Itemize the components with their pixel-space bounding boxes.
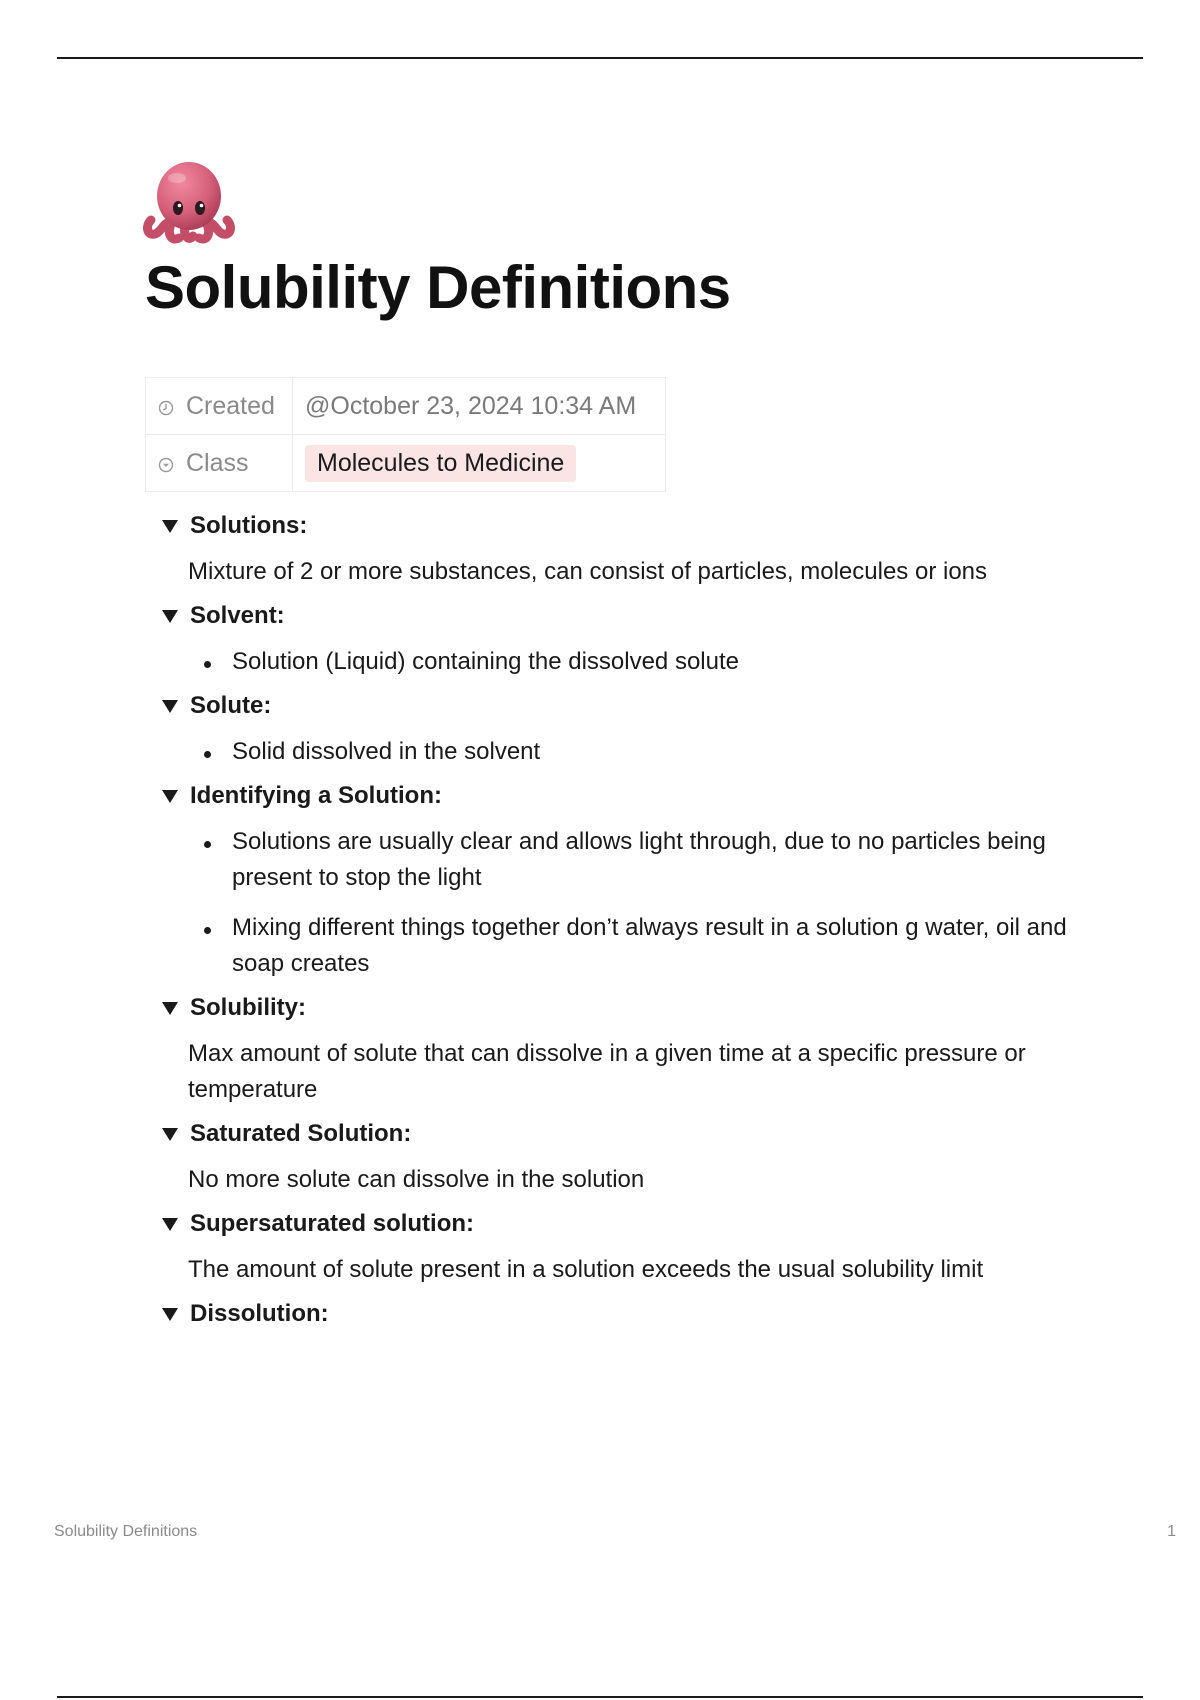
- toggle-dissolution: [160, 1296, 1120, 1332]
- triangle-down-icon[interactable]: [162, 1218, 178, 1231]
- triangle-down-icon[interactable]: [162, 1002, 178, 1015]
- toggle-content: [160, 1026, 1120, 1116]
- property-label: Class: [186, 448, 249, 477]
- toggle-identifying-a-solution: [160, 778, 1120, 990]
- definition-text: No more solute can dissolve in the solution: [188, 1166, 645, 1193]
- toggle-heading: Solvent:: [190, 602, 285, 629]
- toggle-supersaturated-solution: [160, 1206, 1120, 1296]
- toggle-solute: [160, 688, 1120, 778]
- bullet-item: Solutions are usually clear and allows light through, due to no particles being present to stop the light: [188, 824, 1120, 896]
- property-value-class[interactable]: [293, 435, 666, 492]
- toggle-header[interactable]: [160, 778, 1120, 814]
- toggle-heading: Identifying a Solution:: [190, 782, 442, 809]
- triangle-down-icon[interactable]: [162, 1128, 178, 1141]
- definition-text: Max amount of solute that can dissolve in a given time at a specific pressure or temperature: [188, 1040, 1026, 1103]
- toggle-header[interactable]: [160, 1206, 1120, 1242]
- toggle-content: [160, 814, 1120, 990]
- toggle-header[interactable]: [160, 1116, 1120, 1152]
- bullet-list: [188, 644, 1120, 680]
- select-icon: [158, 457, 174, 473]
- octopus-icon: [143, 160, 235, 244]
- triangle-down-icon[interactable]: [162, 520, 178, 533]
- toggle-header[interactable]: [160, 990, 1120, 1026]
- toggle-heading: Solute:: [190, 692, 272, 719]
- toggle-heading: Dissolution:: [190, 1300, 329, 1327]
- toggle-heading: Solubility:: [190, 994, 306, 1021]
- toggle-heading: Supersaturated solution:: [190, 1210, 475, 1237]
- triangle-down-icon[interactable]: [162, 700, 178, 713]
- property-row-class: [146, 435, 666, 492]
- toggle-header[interactable]: [160, 508, 1120, 544]
- triangle-down-icon[interactable]: [162, 610, 178, 623]
- toggle-solubility: [160, 990, 1120, 1116]
- class-tag[interactable]: Molecules to Medicine: [305, 445, 576, 482]
- clock-icon: [158, 400, 174, 416]
- bottom-page-rule: [57, 1696, 1143, 1698]
- definition-text: Mixture of 2 or more substances, can consist of particles, molecules or ions: [188, 558, 988, 585]
- property-row-created: [146, 378, 666, 435]
- bullet-list: [188, 824, 1120, 982]
- bullet-item: Solution (Liquid) containing the dissolved solute: [188, 644, 1120, 680]
- toggle-content: [160, 724, 1120, 778]
- toggle-heading: Saturated Solution:: [190, 1120, 412, 1147]
- toggle-content: [160, 1242, 1120, 1296]
- toggle-content: [160, 544, 1120, 598]
- page-title: Solubility Definitions: [145, 254, 731, 321]
- property-value-created[interactable]: @October 23, 2024 10:34 AM: [293, 378, 666, 435]
- toggle-solvent: [160, 598, 1120, 688]
- toggle-content: [160, 1152, 1120, 1206]
- footer-page-number: 1: [1167, 1523, 1176, 1540]
- bullet-item: Mixing different things together don’t always result in a solution g water, oil and soap creates: [188, 910, 1120, 982]
- bullet-list: [188, 734, 1120, 770]
- bullet-item: Solid dissolved in the solvent: [188, 734, 1120, 770]
- footer-document-title: Solubility Definitions: [54, 1523, 198, 1540]
- triangle-down-icon[interactable]: [162, 790, 178, 803]
- toggle-solutions: [160, 508, 1120, 598]
- toggle-content: [160, 634, 1120, 688]
- definition-text: The amount of solute present in a solution exceeds the usual solubility limit: [188, 1256, 984, 1283]
- property-label: Created: [186, 391, 275, 420]
- properties-table: [145, 377, 666, 492]
- toggle-header[interactable]: [160, 598, 1120, 634]
- toggle-header[interactable]: [160, 688, 1120, 724]
- triangle-down-icon[interactable]: [162, 1308, 178, 1321]
- toggle-header[interactable]: [160, 1296, 1120, 1332]
- toggle-heading: Solutions:: [190, 512, 308, 539]
- top-page-rule: [57, 57, 1143, 59]
- property-key-created: [146, 378, 293, 435]
- toggle-list: [160, 508, 1120, 1332]
- toggle-saturated-solution: [160, 1116, 1120, 1206]
- property-key-class: [146, 435, 293, 492]
